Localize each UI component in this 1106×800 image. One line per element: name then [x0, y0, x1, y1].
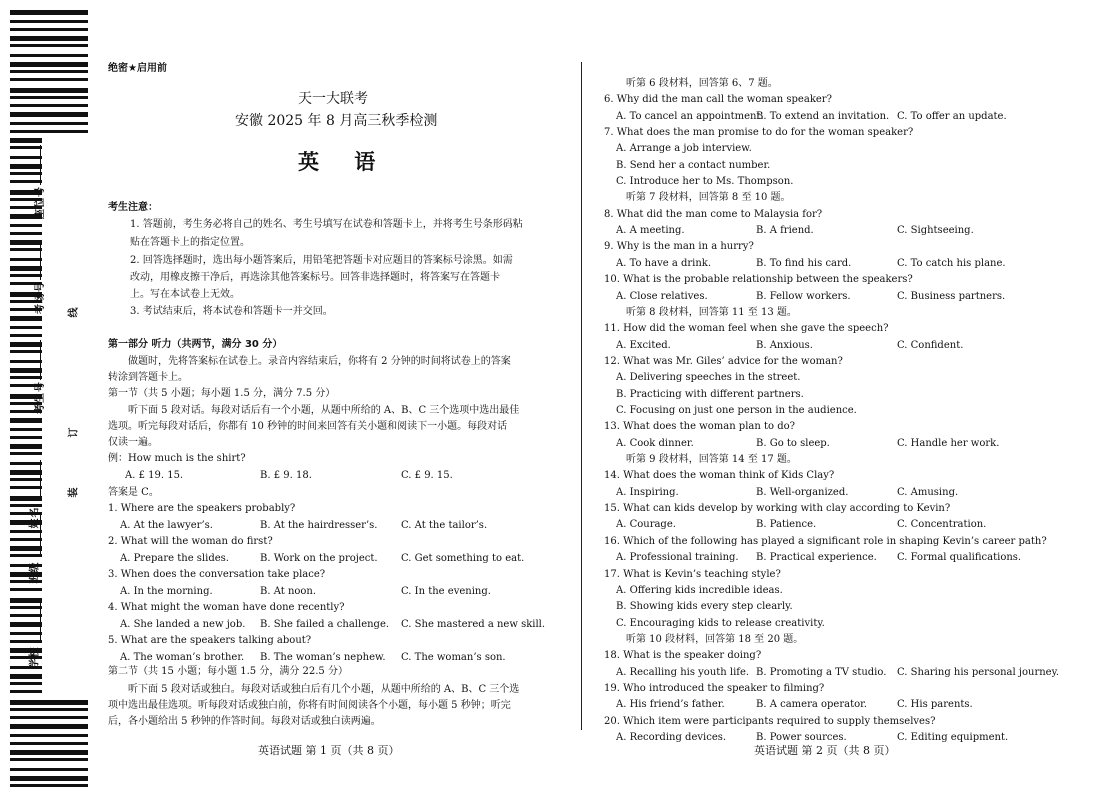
stripe-bar — [10, 88, 88, 93]
side-field-blank — [40, 515, 41, 555]
stripe-bar — [10, 326, 42, 329]
section2-intro: 后，各小题给出 5 秒钟的作答时间。每段对话或独白读两遍。 — [108, 716, 381, 727]
question-text: 11. How did the woman feel when she gave the speech? — [604, 323, 889, 334]
stripe-bar — [10, 742, 88, 745]
answer-option: B. Fellow workers. — [756, 291, 851, 302]
part1-intro: 转涂到答题卡上。 — [108, 372, 188, 383]
stripe-bar — [10, 130, 88, 133]
section1-intro: 听下面 5 段对话。每段对话后有一个小题，从题中所给的 A、B、C 三个选项中选出最佳 — [128, 405, 520, 416]
question-text: 8. What did the man come to Malaysia for? — [604, 209, 823, 220]
answer-option: B. Work on the project. — [260, 553, 378, 564]
stripe-bar — [10, 478, 42, 481]
stripe-bar — [10, 224, 42, 227]
answer-option: C. Get something to eat. — [401, 553, 525, 564]
listening-instruction: 听第 10 段材料，回答第 18 至 20 题。 — [626, 634, 804, 645]
answer-option: A. Excited. — [616, 340, 671, 351]
stripe-bar — [10, 452, 42, 455]
stripe-bar — [10, 606, 42, 609]
listening-instruction: 听第 7 段材料，回答第 8 至 10 题。 — [626, 192, 791, 203]
question-text: 7. What does the man promise to do for the woman speaker? — [604, 127, 914, 138]
notice-line: 3. 考试结束后，将本试卷和答题卡一并交回。 — [130, 306, 333, 317]
side-field-label: 学校 — [29, 646, 41, 669]
side-field-label: 考生号 — [35, 381, 46, 414]
answer-option: B. Promoting a TV studio. — [756, 667, 887, 678]
stripe-bar — [10, 598, 42, 603]
notice-line: 2. 回答选择题时，选出每小题答案后，用铅笔把答题卡对应题目的答案标号涂黑。如需 — [130, 255, 513, 266]
answer-option: C. Editing equipment. — [897, 732, 1009, 743]
stripe-bar — [10, 546, 42, 551]
stripe-bar — [10, 486, 42, 489]
section1-heading: 第一节（共 5 小题；每小题 1.5 分，满分 7.5 分） — [108, 388, 336, 399]
answer-option: B. Go to sleep. — [756, 438, 830, 449]
answer-option: A. Recalling his youth life. — [616, 667, 750, 678]
stripe-bar — [10, 734, 88, 737]
listening-instruction: 听第 9 段材料，回答第 14 至 17 题。 — [626, 454, 797, 465]
answer-option: A. A meeting. — [616, 225, 685, 236]
answer-option: C. To catch his plane. — [897, 258, 1006, 269]
answer-option: A. Courage. — [616, 519, 676, 530]
stripe-bar — [10, 724, 88, 729]
listening-instruction: 听第 6 段材料，回答第 6、7 题。 — [626, 78, 778, 89]
stripe-bar — [10, 28, 88, 31]
answer-option: C. Focusing on just one person in the audience. — [616, 405, 857, 416]
binding-stripes — [10, 10, 88, 790]
question-text: 15. What can kids develop by working with clay according to Kevin? — [604, 503, 951, 514]
part1-heading: 第一部分 听力（共两节，满分 30 分） — [108, 339, 283, 350]
question-text: 9. Why is the man in a hurry? — [604, 241, 754, 252]
answer-option: A. Arrange a job interview. — [616, 143, 752, 154]
side-field-label: 考场号 — [35, 281, 46, 314]
answer-option: A. Inspiring. — [616, 487, 679, 498]
question-text: 10. What is the probable relationship between the speakers? — [604, 274, 913, 285]
stripe-bar — [10, 112, 88, 117]
side-field-blank — [40, 240, 41, 280]
stripe-bar — [10, 334, 42, 337]
answer-option: C. Amusing. — [897, 487, 959, 498]
notice-heading: 考生注意： — [108, 202, 158, 213]
stripe-bar — [10, 62, 88, 67]
stripe-bar — [10, 776, 88, 781]
answer-option: B. Send her a contact number. — [616, 160, 771, 171]
answer-option: A. In the morning. — [120, 586, 213, 597]
stripe-bar — [10, 768, 88, 771]
example-option: B. £ 9. 18. — [260, 470, 312, 481]
answer-option: A. At the lawyer’s. — [120, 520, 213, 531]
question-text: 17. What is Kevin’s teaching style? — [604, 569, 781, 580]
notice-line: 贴在答题卡上的指定位置。 — [130, 237, 250, 248]
question-text: 18. What is the speaker doing? — [604, 650, 762, 661]
stripe-bar — [10, 716, 88, 719]
stripe-bar — [10, 622, 42, 627]
answer-option: B. Anxious. — [756, 340, 813, 351]
answer-option: A. Professional training. — [616, 552, 739, 563]
answer-option: B. At noon. — [260, 586, 317, 597]
stripe-bar — [10, 172, 42, 175]
stripe-bar — [10, 428, 42, 431]
notice-line: 改动，用橡皮擦干净后，再选涂其他答案标号。回答非选择题时，将答案写在答题卡 — [130, 272, 500, 283]
stripe-bar — [10, 470, 42, 475]
stripe-bar — [10, 240, 42, 245]
left-page — [108, 0, 560, 800]
stripe-bar — [10, 316, 42, 321]
side-field-blank — [40, 340, 41, 380]
answer-option: A. His friend’s father. — [616, 699, 725, 710]
example-question: 例：How much is the shirt? — [108, 453, 246, 464]
answer-option: B. Practicing with different partners. — [616, 389, 804, 400]
stripe-bar — [10, 682, 42, 685]
answer-option: C. Confident. — [897, 340, 964, 351]
answer-option: A. Recording devices. — [616, 732, 727, 743]
stripe-bar — [10, 444, 42, 449]
org-title: 天一大联考 — [298, 91, 368, 107]
stripe-bar — [10, 70, 88, 73]
question-text: 12. What was Mr. Giles’ advice for the woman? — [604, 356, 843, 367]
question-text: 6. Why did the man call the woman speaker? — [604, 94, 832, 105]
part1-intro: 做题时，先将答案标在试卷上。录音内容结束后，你将有 2 分钟的时间将试卷上的答案 — [128, 356, 511, 367]
stripe-bar — [10, 640, 42, 643]
seal-line-char: 订 — [68, 427, 80, 438]
stripe-bar — [10, 496, 42, 501]
answer-option: C. Formal qualifications. — [897, 552, 1022, 563]
side-field-blank — [40, 145, 41, 185]
seal-line-char: 线 — [68, 307, 80, 318]
stripe-bar — [10, 10, 88, 15]
answer-option: A. To cancel an appointment. — [616, 111, 764, 122]
question-text: 1. Where are the speakers probably? — [108, 503, 296, 514]
stripe-bar — [10, 104, 88, 107]
answer-option: A. She landed a new job. — [120, 619, 246, 630]
stripe-bar — [10, 36, 88, 41]
answer-option: B. A friend. — [756, 225, 814, 236]
side-field-label: 座位号 — [35, 186, 46, 219]
answer-option: C. Encouraging kids to release creativity. — [616, 618, 825, 629]
stripe-bar — [10, 750, 88, 755]
section1-intro: 选项。听完每段对话后，你都有 10 秒钟的时间来回答有关小题和阅读下一小题。每段对话 — [108, 421, 508, 432]
answer-option: B. Patience. — [756, 519, 817, 530]
section2-heading: 第二节（共 15 小题；每小题 1.5 分，满分 22.5 分） — [108, 666, 348, 677]
stripe-bar — [10, 44, 88, 47]
answer-option: C. Concentration. — [897, 519, 987, 530]
stripe-bar — [10, 266, 42, 271]
stripe-bar — [10, 122, 88, 125]
right-page — [604, 0, 1064, 800]
answer-option: B. Practical experience. — [756, 552, 877, 563]
side-field-label: 姓名 — [29, 506, 41, 529]
answer-option: C. In the evening. — [401, 586, 491, 597]
answer-option: C. Handle her work. — [897, 438, 1000, 449]
question-text: 20. Which item were participants required to supply themselves? — [604, 716, 936, 727]
stripe-bar — [10, 700, 88, 705]
stripe-bar — [10, 376, 42, 379]
stripe-bar — [10, 164, 42, 169]
answer-option: C. Introduce her to Ms. Thompson. — [616, 176, 794, 187]
notice-line: 上。写在本试卷上无效。 — [130, 289, 240, 300]
answer-option: B. To find his card. — [756, 258, 852, 269]
stripe-bar — [10, 232, 42, 235]
stripe-bar — [10, 78, 88, 81]
stripe-bar — [10, 530, 42, 533]
answer-option: A. The woman’s brother. — [120, 652, 245, 663]
answer-option: C. His parents. — [897, 699, 973, 710]
answer-option: A. Prepare the slides. — [120, 553, 229, 564]
answer-option: B. Power sources. — [756, 732, 847, 743]
side-field-label: 班级 — [29, 561, 41, 584]
listening-instruction: 听第 8 段材料，回答第 11 至 13 题。 — [626, 307, 797, 318]
answer-option: B. At the hairdresser’s. — [260, 520, 378, 531]
answer-option: A. Offering kids incredible ideas. — [616, 585, 783, 596]
seal-line-char: 装 — [68, 487, 80, 498]
answer-option: C. Business partners. — [897, 291, 1006, 302]
answer-option: B. To extend an invitation. — [756, 111, 890, 122]
section2-intro: 项中选出最佳选项。听每段对话或独白前，你将有时间阅读各个小题，每小题 5 秒钟；听完 — [108, 700, 511, 711]
answer-option: B. A camera operator. — [756, 699, 867, 710]
stripe-bar — [10, 138, 42, 143]
exam-title: 安徽 2025 年 8 月高三秋季检测 — [235, 113, 438, 129]
stripe-bar — [10, 784, 88, 787]
question-text: 13. What does the woman plan to do? — [604, 421, 795, 432]
stripe-bar — [10, 146, 42, 149]
answer-option: B. Showing kids every step clearly. — [616, 601, 793, 612]
stripe-bar — [10, 588, 42, 591]
stripe-bar — [10, 342, 42, 347]
question-text: 4. What might the woman have done recently? — [108, 602, 345, 613]
answer-option: B. The woman’s nephew. — [260, 652, 386, 663]
answer-option: C. The woman’s son. — [401, 652, 506, 663]
answer-option: A. To have a drink. — [616, 258, 712, 269]
section2-intro: 听下面 5 段对话或独白。每段对话或独白后有几个小题，从题中所给的 A、B、C 三个选 — [128, 684, 520, 695]
stripe-bar — [10, 614, 42, 617]
question-text: 5. What are the speakers talking about? — [108, 635, 312, 646]
notice-line: 1. 答题前，考生务必将自己的姓名、考生号填写在试卷和答题卡上，并将考生号条形码粘 — [130, 219, 523, 230]
answer-option: A. Close relatives. — [616, 291, 708, 302]
stripe-bar — [10, 436, 42, 439]
example-option: C. £ 9. 15. — [401, 470, 453, 481]
stripe-bar — [10, 54, 88, 57]
stripe-bar — [10, 156, 42, 159]
answer-option: C. Sightseeing. — [897, 225, 974, 236]
stripe-bar — [10, 632, 42, 635]
stripe-bar — [10, 538, 42, 541]
stripe-bar — [10, 758, 88, 761]
question-text: 3. When does the conversation take place? — [108, 569, 326, 580]
confidential-label: 绝密★启用前 — [108, 63, 167, 74]
side-field-blank — [40, 600, 41, 640]
stripe-bar — [10, 96, 88, 99]
stripe-bar — [10, 350, 42, 353]
question-text: 19. Who introduced the speaker to filming? — [604, 683, 825, 694]
answer-option: C. She mastered a new skill. — [401, 619, 546, 630]
stripe-bar — [10, 418, 42, 423]
page-divider — [581, 62, 582, 730]
stripe-bar — [10, 248, 42, 251]
stripe-bar — [10, 20, 88, 23]
stripe-bar — [10, 274, 42, 277]
answer-option: C. At the tailor’s. — [401, 520, 488, 531]
answer-option: C. To offer an update. — [897, 111, 1007, 122]
example-answer: 答案是 C。 — [108, 487, 159, 498]
question-text: 2. What will the woman do first? — [108, 536, 273, 547]
stripe-bar — [10, 708, 88, 711]
page-footer-left: 英语试题 第 1 页（共 8 页） — [258, 744, 400, 757]
section1-intro: 仅读一遍。 — [108, 437, 158, 448]
answer-option: A. Delivering speeches in the street. — [616, 372, 801, 383]
stripe-bar — [10, 674, 42, 679]
stripe-bar — [10, 462, 42, 465]
stripe-bar — [10, 180, 42, 183]
stripe-bar — [10, 258, 42, 261]
stripe-bar — [10, 554, 42, 557]
answer-option: C. Sharing his personal journey. — [897, 667, 1060, 678]
stripe-bar — [10, 690, 42, 693]
question-text: 14. What does the woman think of Kids Clay? — [604, 470, 835, 481]
question-text: 16. Which of the following has played a significant role in shaping Kevin’s career path? — [604, 536, 1047, 547]
answer-option: B. She failed a challenge. — [260, 619, 390, 630]
stripe-bar — [10, 368, 42, 373]
subject-title: 英 语 — [298, 149, 390, 174]
side-field-blank — [40, 460, 41, 500]
answer-option: B. Well-organized. — [756, 487, 849, 498]
page-footer-right: 英语试题 第 2 页（共 8 页） — [754, 744, 896, 757]
answer-option: A. Cook dinner. — [616, 438, 694, 449]
stripe-bar — [10, 360, 42, 363]
example-option: A. £ 19. 15. — [125, 470, 184, 481]
